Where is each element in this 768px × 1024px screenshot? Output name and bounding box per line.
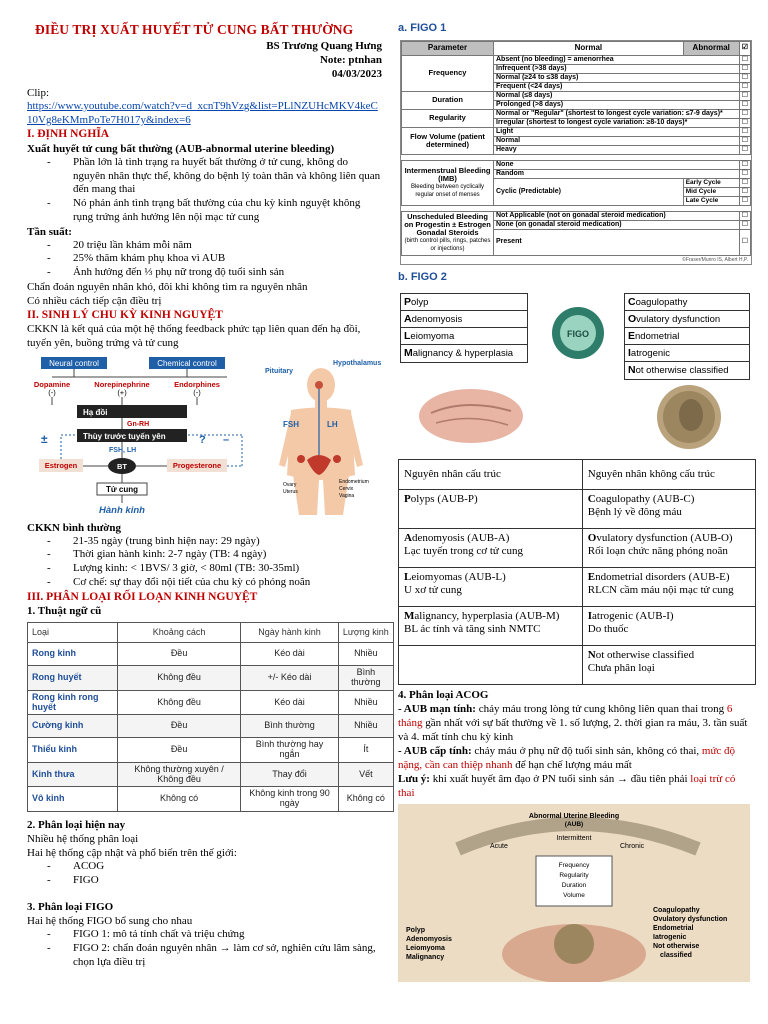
chronic-label: Chronic [620, 843, 645, 851]
table-cell: Thiểu kinh [28, 737, 118, 762]
text-line: Hai hệ thống FIGO bổ sung cho nhau [27, 915, 193, 928]
cell-vn: Chưa phân loại [587, 661, 655, 674]
clip-label: Clip: [27, 86, 50, 99]
list-item: - 20 triệu lần khám mỗi năm [47, 239, 382, 253]
table-cell: +/- Kéo dài [241, 665, 338, 690]
table-cell: Present [494, 229, 740, 255]
structural-item: Adenomyosis [406, 936, 452, 944]
coein-item [625, 311, 749, 328]
unscheduled-param [402, 211, 494, 255]
hypothalamus-label: Hypothalamus [333, 359, 382, 367]
initial-letter: P [404, 295, 412, 308]
frequency-list [47, 239, 382, 280]
figo1-table-figure [400, 40, 752, 265]
initial-letter: C [587, 492, 596, 505]
section-2-text: CKKN là kết quả của một hệ thống feedback phức tạp liên quan đến hạ đồi, tuyến yên, buồng trứng và tử cung [27, 323, 361, 350]
table-cell: Heavy [494, 145, 740, 154]
table-cell: Rong kinh [28, 643, 118, 666]
table-cell: Infrequent (>38 days) [494, 64, 740, 73]
aub-abbr: (AUB) [564, 821, 584, 829]
figure-credit: ©Fraser/Munro IS, Albert H,P. [682, 256, 748, 263]
checkbox: ☐ [739, 109, 750, 118]
checkbox: ☐ [739, 64, 750, 73]
list-item: - 25% thăm khám phụ khoa vì AUB [47, 252, 382, 266]
table-cell: Nhiều [338, 643, 393, 666]
table-cell: Normal [494, 136, 740, 145]
regularity-param: Regularity [402, 109, 494, 127]
cell-en: vulatory dysfunction (AUB-O) [596, 531, 733, 544]
palm-item [401, 294, 527, 311]
document-title: ĐIỀU TRỊ XUẤT HUYẾT TỬ CUNG BẤT THƯỜNG [35, 22, 354, 37]
initial-letter: O [628, 312, 637, 325]
figo1-label: a. FIGO 1 [398, 22, 447, 34]
definition-list [47, 156, 382, 225]
table-header: Lượng kinh [338, 623, 393, 643]
table-cell [399, 567, 583, 606]
nonstructural-item: Coagulopathy [653, 907, 700, 915]
table-cell: Cường kinh [28, 715, 118, 738]
author-name: BS Trương Quang Hưng [266, 39, 382, 52]
table-cell: Thay đổi [241, 762, 338, 787]
table-cell: Rong kinh rong huyết [28, 690, 118, 715]
structural-item: Malignancy [406, 954, 445, 962]
table-cell: Rong huyết [28, 665, 118, 690]
acute-label: - AUB cấp tính: [398, 745, 472, 758]
coein-item [625, 294, 749, 311]
nonstructural-item: Not otherwise [653, 943, 700, 951]
table-row [402, 127, 751, 136]
list-item: - FIGO 2: chẩn đoán nguyên nhân → làm cơ sở, nghiên cứu lâm sàng, chọn lựa điều trị [47, 942, 382, 970]
checkbox: ☐ [739, 55, 750, 64]
chronic-label: - AUB mạn tính: [398, 702, 476, 715]
text-line: Nhiều hệ thống phân loại [27, 833, 139, 846]
checkbox: ☐ [739, 127, 750, 136]
checkbox: ☐ [739, 220, 750, 229]
cell-en: oagulopathy (AUB-C) [595, 492, 695, 505]
lh-label: LH [327, 419, 338, 429]
item-text: olyp [411, 296, 429, 308]
note-highlight: loại trừ có thai [398, 773, 736, 800]
systems-list [47, 860, 382, 888]
table-row [402, 211, 751, 220]
cell-vn: Lạc tuyến trong cơ tử cung [404, 544, 523, 557]
text-line: Hai hệ thống cập nhật và phổ biến trên thế giới: [27, 847, 237, 860]
acute-text: chảy máu ở phụ nữ độ tuổi sinh sản, không có thai, [471, 745, 702, 758]
acog-acute [398, 744, 750, 772]
list-item: - Phần lớn là tình trạng ra huyết bất thường ở tử cung, không do nguyên nhân thực thể, không do bệnh lý toàn thân và không liên quan đến mang thai [47, 156, 382, 197]
table-cell [582, 528, 755, 567]
checkbox: ☐ [739, 136, 750, 145]
coein-item [625, 362, 749, 379]
chronic-text: chảy máu trong lòng tử cung không liên quan thai trong [475, 702, 727, 715]
normal-cycle-list [47, 535, 382, 590]
palm-item [401, 345, 527, 362]
text-line: Chẩn đoán nguyên nhân khó, đôi khi không tìm ra nguyên nhân [27, 280, 308, 293]
initial-letter: M [404, 609, 415, 622]
table-row [399, 567, 756, 606]
table-cell: Vô kinh [28, 787, 118, 812]
table-cell: Bình thường [241, 715, 338, 738]
table-cell: Bình thường [338, 665, 393, 690]
chronic-highlight: 6 tháng [398, 702, 733, 729]
coein-item [625, 345, 749, 362]
hadoi-label: Hạ đồi [83, 407, 108, 417]
unscheduled-subtitle: (birth control pills, rings, patches or injections) [404, 238, 491, 253]
initial-letter: A [404, 312, 412, 325]
neural-control-label: Neural control [49, 358, 99, 368]
table-cell [582, 567, 755, 606]
table-cell: Late Cycle [683, 196, 739, 205]
endorphines-sign: (-) [193, 387, 201, 397]
cell-en: denomyosis (AUB-A) [411, 531, 510, 544]
figo2-label: b. FIGO 2 [398, 271, 447, 283]
coein-list [624, 293, 750, 380]
uterus-label: Uterus [283, 488, 298, 495]
table-cell: Ít [338, 737, 393, 762]
table-row [28, 715, 394, 738]
table-row [402, 55, 751, 64]
vagina-label: Vagina [339, 492, 355, 499]
table-header: Khoảng cách [117, 623, 241, 643]
table-header: Nguyên nhân không cấu trúc [582, 459, 755, 489]
frequency-param: Frequency [402, 55, 494, 91]
table-cell [582, 606, 755, 645]
table-row [399, 645, 756, 684]
list-item: - Ảnh hưởng đến ⅓ phụ nữ trong độ tuổi sinh sản [47, 266, 382, 280]
table-cell: Irregular (shortest to longest cycle variation: ≥8-10 days)* [494, 118, 740, 127]
initial-letter: N [628, 363, 636, 376]
table-row [28, 665, 394, 690]
table-cell: Random [494, 169, 740, 178]
initial-letter: P [404, 492, 411, 505]
table-header-row [399, 459, 756, 489]
cell-en: ot otherwise classified [595, 648, 695, 661]
text-line: Có nhiều cách tiếp cận điều trị [27, 294, 162, 307]
parameter-item: Frequency [558, 862, 590, 870]
section-1-title: I. ĐỊNH NGHĨA [27, 128, 110, 141]
chemical-control-label: Chemical control [157, 358, 217, 368]
list-item: - Cơ chế: sự thay đổi nội tiết của chu kỳ có phóng noãn [47, 576, 382, 590]
table-header: Loại [28, 623, 118, 643]
item-text: denomyosis [411, 313, 463, 325]
right-column [398, 22, 750, 987]
imb-subtitle: Bleeding between cyclically regular onset of menses [410, 183, 485, 198]
table-cell: Normal (≤8 days) [494, 91, 740, 100]
initial-letter: E [628, 329, 636, 342]
acute-highlight: mức độ nặng, cần can thiệp nhanh [398, 745, 736, 772]
list-item: - Thời gian hành kinh: 2-7 ngày (TB: 4 ngày) [47, 548, 382, 562]
table-header: Ngày hành kinh [241, 623, 338, 643]
frequency-label: Tần suất: [27, 225, 72, 238]
table-cell [399, 645, 583, 684]
flow-param: Flow Volume (patient determined) [402, 127, 494, 154]
checkbox: ☐ [739, 187, 750, 196]
figo-logo-icon [548, 303, 608, 363]
table-cell: Bình thường hay ngắn [241, 737, 338, 762]
table-cell [399, 606, 583, 645]
checkbox: ☐ [739, 91, 750, 100]
table-cell: Frequent (<24 days) [494, 82, 740, 91]
table-cell: Nhiều [338, 715, 393, 738]
list-item: - FIGO 1: mô tả tính chất và triệu chứng [47, 928, 382, 942]
figo-list [47, 928, 382, 969]
old-terms-table [27, 622, 394, 812]
table-cell: Not Applicable (not on gonadal steroid medication) [494, 211, 740, 220]
figo2-figure [398, 293, 768, 383]
table-cell: Mid Cycle [683, 187, 739, 196]
initial-letter: L [404, 570, 412, 583]
section-3-title: III. PHÂN LOẠI RỐI LOẠN KINH NGUYỆT [27, 590, 258, 603]
nonstructural-item: Endometrial [653, 925, 694, 933]
hanhkinh-label: Hành kinh [99, 504, 145, 515]
table-header: Abnormal [683, 41, 739, 55]
intermittent-label: Intermittent [556, 835, 592, 843]
cell-vn: U xơ tử cung [404, 583, 462, 596]
clip-link[interactable]: https://www.youtube.com/watch?v=d_xcnT9hVzg&list=PLlNZUHcMKV4keC10Vg8eKMmPoTe7H017y&index=6 [27, 99, 378, 126]
ovary-node-label: BT [117, 461, 127, 471]
table-cell: Không kinh trong 90 ngày [241, 787, 338, 812]
item-text: alignancy & hyperplasia [412, 347, 514, 359]
table-cell [399, 528, 583, 567]
acog-chronic [398, 702, 750, 744]
table-cell: Kéo dài [241, 690, 338, 715]
dopamine-sign: (-) [48, 387, 56, 397]
current-class-title: 2. Phân loại hiện nay [27, 819, 126, 832]
nonstructural-item: classified [660, 952, 692, 960]
table-cell: Kéo dài [241, 643, 338, 666]
list-item: - Nó phản ánh tình trạng bất thường của chu kỳ kinh nguyệt không rụng trứng ảnh hưởng lên nội mạc tử cung [47, 197, 382, 225]
checkbox: ☐ [739, 160, 750, 169]
cell-en: ndometrial disorders (AUB-E) [595, 570, 730, 583]
cell-vn: Rối loạn chức năng phóng noãn [587, 544, 728, 557]
table-row [402, 160, 751, 169]
estrogen-label: Estrogen [44, 460, 78, 470]
cyclic-label: Cyclic (Predictable) [494, 178, 684, 205]
table-cell [582, 489, 755, 528]
initial-letter: A [404, 531, 412, 544]
table-header: Normal [494, 41, 684, 55]
item-text: ndometrial [635, 330, 680, 342]
table-header-row [28, 623, 394, 643]
table-row [28, 737, 394, 762]
aub-title: Abnormal Uterine Bleeding [528, 813, 620, 821]
acute-text-end: để hạn chế lượng máu mất [512, 759, 632, 772]
aub-overview-figure [398, 804, 750, 982]
table-cell [399, 489, 583, 528]
item-text: vulatory dysfunction [636, 313, 721, 325]
parameter-item: Volume [563, 892, 585, 900]
note-line: Note: ptnhan [319, 54, 382, 67]
palm-item [401, 311, 527, 328]
nonstructural-item: Ovulatory dysfunction [653, 916, 728, 924]
cell-vn: Do thuốc [587, 622, 629, 635]
list-item: - Lượng kinh: < 1BVS/ 3 giờ, < 80ml (TB: 30-35ml) [47, 562, 382, 576]
item-text: atrogenic [630, 347, 671, 359]
progesterone-label: Progesterone [172, 460, 222, 470]
gnrh-label: Gn-RH [127, 420, 150, 428]
body-illustration [263, 355, 383, 515]
initial-letter: M [404, 346, 413, 359]
acog-section [398, 688, 750, 801]
checkbox: ☐ [739, 169, 750, 178]
initial-letter: O [587, 531, 597, 544]
table-header: Parameter [402, 41, 494, 55]
old-terms-title: 1. Thuật ngữ cũ [27, 605, 102, 618]
dopamine-label: Dopamine [33, 379, 71, 389]
structural-item: Polyp [406, 927, 426, 935]
fsh-lh-label: FSH, LH [109, 446, 137, 454]
checkbox: ☐ [739, 100, 750, 109]
initial-letter: N [587, 648, 596, 661]
figo2-classification-table [398, 459, 756, 685]
pituitary-gland [315, 381, 323, 389]
table-cell: Normal or "Regular" (shortest to longest cycle variation: ≤7-9 days)* [494, 109, 740, 118]
imb-param [402, 160, 494, 205]
chronic-text-end: gần nhất với sự bất thường về 1. số lượng, 2. thời gian ra máu, 3. tần suất và 4. mất tính chu kỳ kinh [398, 716, 748, 743]
initial-letter: L [404, 329, 411, 342]
table-row [28, 787, 394, 812]
table-row [28, 690, 394, 715]
norepinephrine-label: Norepinephrine [94, 379, 150, 389]
figo-class-title: 3. Phân loại FIGO [27, 900, 114, 913]
item-text: eiomyoma [410, 330, 455, 342]
table-cell: Đều [117, 737, 241, 762]
endometrium-label: Endometrium [339, 478, 369, 485]
minus-sign: – [223, 433, 230, 446]
date-line: 04/03/2023 [331, 68, 382, 81]
table-header-row [402, 41, 751, 55]
figo-logo-text: FIGO [567, 328, 589, 339]
duration-param: Duration [402, 91, 494, 109]
checkbox-header: ☑ [739, 41, 750, 55]
table-cell: Early Cycle [683, 178, 739, 187]
item-text: ot otherwise classified [635, 364, 729, 376]
note-text: khi xuất huyết âm đạo ở PN tuổi sinh sản → đầu tiên phải [429, 773, 691, 786]
parameter-item: Duration [561, 882, 587, 890]
plus-minus-sign: ± [41, 431, 48, 446]
table-cell: Light [494, 127, 740, 136]
coein-item [625, 328, 749, 345]
table-row [402, 109, 751, 118]
norepinephrine-sign: (+) [117, 387, 127, 397]
table-cell: None [494, 160, 740, 169]
structural-item: Leiomyoma [406, 945, 445, 953]
coin-image-icon [653, 383, 725, 451]
checkbox: ☐ [739, 118, 750, 127]
palm-image-icon [416, 383, 526, 445]
aub-definition: Xuất huyết tử cung bất thường (AUB-abnormal uterine bleeding) [27, 142, 335, 155]
table-row [399, 528, 756, 567]
endorphines-label: Endorphines [174, 379, 220, 389]
table-cell: Đều [117, 643, 241, 666]
table-cell: Normal (≥24 to ≤38 days) [494, 73, 740, 82]
cell-vn: BL ác tính và tăng sinh NMTC [404, 622, 541, 635]
initial-letter: E [587, 570, 596, 583]
cell-en: olyps (AUB-P) [410, 492, 478, 505]
cell-en: alignancy, hyperplasia (AUB-M) [414, 609, 560, 622]
table-cell: Không thường xuyên / Không đều [117, 762, 241, 787]
table-cell: Không đều [117, 690, 241, 715]
checkbox: ☐ [739, 82, 750, 91]
cell-en: atrogenic (AUB-I) [592, 609, 674, 622]
initial-letter: C [628, 295, 636, 308]
cervix-label: Cervix [339, 485, 354, 492]
table-row [402, 91, 751, 100]
table-cell: None (on gonadal steroid medication) [494, 220, 740, 229]
initial-letter: I [628, 346, 631, 359]
table-row [28, 643, 394, 666]
list-item: - ACOG [47, 860, 382, 874]
pituitary-label: Pituitary [265, 367, 294, 375]
table-cell: Nhiều [338, 690, 393, 715]
acog-title: 4. Phân loại ACOG [398, 688, 489, 701]
table-cell [582, 645, 755, 684]
nonstructural-item: Iatrogenic [653, 934, 687, 942]
unscheduled-title: Unscheduled Bleeding on Progestin ± Estrogen Gonadal Steroids [404, 212, 491, 238]
table-cell: Không có [338, 787, 393, 812]
note-label: Lưu ý: [398, 773, 430, 786]
table-cell: Absent (no bleeding) = amenorrhea [494, 55, 740, 64]
checkbox: ☐ [739, 178, 750, 187]
table-header: Nguyên nhân cấu trúc [399, 459, 583, 489]
fsh-label: FSH [283, 419, 299, 429]
acute-label: Acute [490, 843, 508, 851]
table-row [28, 762, 394, 787]
table-cell: Đều [117, 715, 241, 738]
cell-vn: Bệnh lý về đông máu [587, 505, 682, 518]
list-item: - FIGO [47, 874, 382, 888]
figo1-table [401, 41, 751, 256]
palm-item [401, 328, 527, 345]
hpo-axis-diagram [27, 355, 262, 515]
checkbox: ☐ [739, 196, 750, 205]
author-block [27, 39, 382, 82]
initial-letter: I [587, 609, 593, 622]
item-text: oagulopathy [635, 296, 688, 308]
palm-coin-images [398, 383, 750, 453]
checkbox: ☐ [739, 211, 750, 220]
checkbox: ☐ [739, 229, 750, 255]
table-cell: Không đều [117, 665, 241, 690]
checkbox: ☐ [739, 73, 750, 82]
question-sign: ? [199, 433, 206, 446]
imb-title: Intermenstrual Bleeding (IMB) [404, 165, 491, 183]
list-item: - 21-35 ngày (trung bình hiện nay: 29 ngày) [47, 535, 382, 549]
section-2-title: II. SINH LÝ CHU KỲ KINH NGUYỆT [27, 309, 223, 322]
table-cell: Prolonged (>8 days) [494, 100, 740, 109]
parameter-item: Regularity [559, 872, 589, 880]
table-row [399, 606, 756, 645]
table-cell: Vết [338, 762, 393, 787]
table-cell: Kinh thưa [28, 762, 118, 787]
ovary-label: Ovary [283, 481, 297, 488]
palm-list [400, 293, 528, 363]
tucung-label: Tử cung [105, 484, 139, 494]
menstrual-cycle-diagram [27, 355, 382, 515]
acog-note [398, 772, 750, 800]
normal-cycle-title: CKKN bình thường [27, 521, 121, 534]
table-cell: Không có [117, 787, 241, 812]
left-column [27, 22, 389, 969]
cell-vn: RLCN cầm máu nội mạc tử cung [587, 583, 734, 596]
checkbox: ☐ [739, 145, 750, 154]
cell-en: eiomyomas (AUB-L) [411, 570, 506, 583]
tuyenyen-label: Thùy trước tuyến yên [83, 431, 166, 441]
table-row [399, 489, 756, 528]
